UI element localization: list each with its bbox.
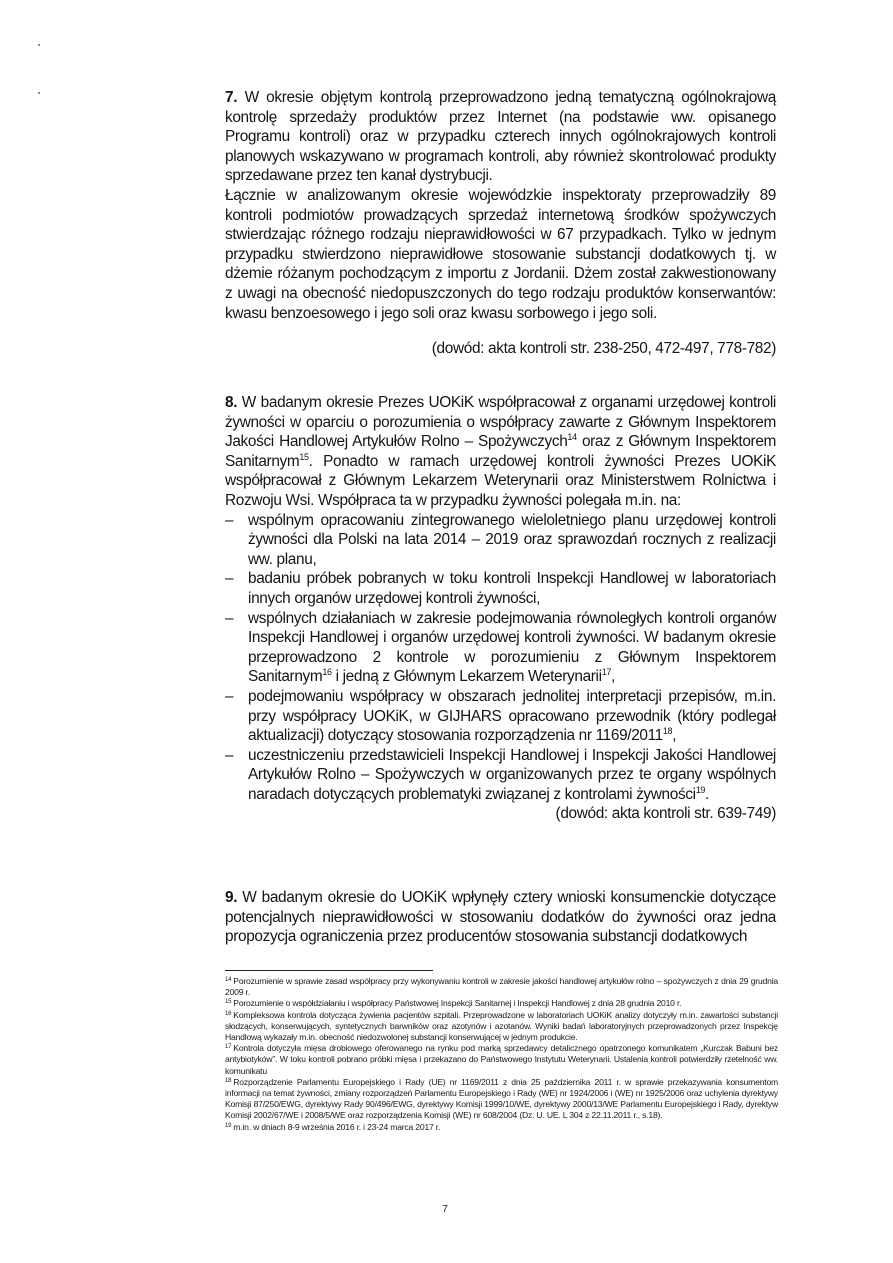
- paragraph-text: oraz z Głównym Inspektorem Sanitarnym: [225, 433, 776, 470]
- paragraph-text: W okresie objętym kontrolą przeprowadzono jedną tematyczną ogólnokrajową kontrolę sprzedaży produktów przez Internet (na podstawie ww. opisanego Programu kontroli) oraz w przypadku czterech innych ogólnokrajowych kontroli planowych wskazywano w programach kontroli, aby również skontrolować produkty sprzedawane przez ten kanał dystrybucji.: [225, 89, 776, 185]
- footnote-text: m.in. w dniach 8-9 września 2016 r. i 23-24 marca 2017 r.: [233, 1121, 441, 1132]
- footnote-marker: 15: [225, 999, 232, 1006]
- footnote-text: Kompleksowa kontrola dotycząca żywienia pacjentów szpitali. Przeprowadzone w laboratoriach UOKiK analizy dotyczyły m.in. zawartości substancji słodzących, konserwujących, syntetycznych barwników oraz azotynów i azotanów. Wyniki badań laboratoryjnych przeprowadzonych przez Inspekcję Handlową wykazały m.in. obecność niedozwolonej substancji konserwującej w jednym produkcie.: [225, 1009, 778, 1043]
- footnote-marker: 14: [225, 977, 232, 983]
- footnote-17: [225, 1043, 778, 1077]
- footnote-19: [225, 1122, 778, 1133]
- list-item-text: .: [705, 785, 709, 803]
- footnote-marker: 17: [225, 1044, 232, 1051]
- list-item: – wspólnym opracowaniu zintegrowanego wieloletniego planu urzędowej kontroli żywności dla Polski na lata 2014 – 2019 oraz sprawozdań rocznych z realizacji ww. planu,: [225, 511, 776, 570]
- footnote-ref: 14: [567, 432, 577, 443]
- scan-speck: [38, 92, 40, 94]
- footnote-text: Porozumienie o współdziałaniu i współpracy Państwowej Inspekcji Sanitarnej i Inspekcji Handlowej z dnia 28 grudnia 2010 r.: [233, 998, 682, 1009]
- cooperation-list: [225, 511, 776, 805]
- footnote-ref: 18: [662, 726, 673, 737]
- paragraph-text: . Ponadto w ramach urzędowej kontroli żywności Prezes UOKiK współpracował z Głównym Lekarzem Weterynarii oraz Ministerstwem Rolnictwa i Rozwoju Wsi. Współpraca ta w przypadku żywności polegała m.in. na:: [225, 452, 776, 509]
- footnote-text: Kontrola dotyczyła mięsa drobiowego oferowanego na rynku pod marką sprzedawcy detalicznego opatrzonego komunikatem „Kurczak Babuni bez antybiotyków”. W toku kontroli pobrano próbki mięsa i przekazano do Państwowego Instytutu Weterynarii. Ustalenia kontroli potwierdziły rzetelność ww. komunikatu: [225, 1043, 778, 1076]
- evidence-citation: (dowód: akta kontroli str. 639-749): [555, 805, 776, 823]
- scan-speck: [38, 44, 40, 46]
- paragraph-8-intro: [225, 393, 776, 511]
- paragraph-number: 8.: [225, 394, 238, 411]
- list-item-text: ,: [611, 668, 615, 686]
- footnote-marker: 16: [225, 1010, 232, 1017]
- footnote-ref: 16: [322, 667, 332, 678]
- paragraph-7-part-1: [225, 88, 776, 186]
- list-item-text: i jedną z Głównym Lekarzem Weterynarii: [331, 668, 602, 686]
- evidence-citation: (dowód: akta kontroli str. 238-250, 472-497, 778-782): [431, 340, 776, 358]
- paragraph-text: W badanym okresie Prezes UOKiK współpracował z organami urzędowej kontroli żywności w oparciu o porozumienia o współpracy zawarte z Głównym Inspektorem Jakości Handlowej Artykułów Rolno – Spożywczych: [225, 394, 776, 451]
- paragraph-7-part-2: Łącznie w analizowanym okresie wojewódzkie inspektoraty przeprowadziły 89 kontroli podmiotów prowadzących sprzedaż internetową środków spożywczych stwierdzając różnego rodzaju nieprawidłowości w 67 przypadkach. Tylko w jednym przypadku stwierdzono nieprawidłowe stosowanie substancji dodatkowych tj. w dżemie różanym pochodzącym z importu z Jordanii. Dżem został zakwestionowany z uwagi na obecność niedopuszczonych do tego rodzaju produktów konserwantów: kwasu benzoesowego i jego soli oraz kwasu sorbowego i jego soli.: [225, 186, 776, 322]
- paragraph-number: 9.: [225, 889, 238, 906]
- footnote-marker: 19: [225, 1122, 232, 1129]
- paragraph-8: [225, 393, 776, 824]
- footnote-ref: 19: [695, 784, 706, 795]
- footnote-divider: [225, 970, 433, 971]
- page-number: 7: [442, 1203, 448, 1215]
- footnotes: [225, 976, 778, 1133]
- footnote-marker: 18: [225, 1077, 232, 1084]
- footnote-18: [225, 1077, 778, 1122]
- paragraph-9-text: [225, 888, 776, 947]
- paragraph-number: 7.: [225, 89, 238, 106]
- list-item-text: wspólnych działaniach w zakresie podejmowania równoległych kontroli organów Inspekcji Handlowej i organów urzędowej kontroli żywności. W badanym okresie przeprowadzono 2 kontrole w porozumieniu z Głównym Inspektorem Sanitarnym: [248, 609, 776, 686]
- list-item-text: podejmowaniu współpracy w obszarach jednolitej interpretacji przepisów, m.in. przy współpracy UOKiK, w GIJHARS opracowano przewodnik (który podlegał aktualizacji) dotyczący stosowania rozporządzenia nr 1169/2011: [248, 687, 776, 745]
- footnote-text: Rozporządzenie Parlamentu Europejskiego i Rady (UE) nr 1169/2011 z dnia 25 października 2011 r. w sprawie przekazywania konsumentom informacji na temat żywności, zmiany rozporządzeń Parlamentu Europejskiego i Rady (WE) nr 1924/2006 i (WE) nr 1925/2006 oraz uchylenia dyrektywy Komisji 87/250/EWG, dyrektywy Rady 90/496/EWG, dyrektywy Komisji 1999/10/WE, dyrektywy 2000/13/WE Parlamentu Europejskiego i Rady, dyrektyw Komisji 2002/67/WE i 2008/5/WE oraz rozporządzenia Komisji (WE) nr 608/2004 (Dz. U. UE. L 304 z 22.11.2011 r., s.18).: [225, 1076, 778, 1121]
- footnote-16: [225, 1010, 778, 1044]
- paragraph-9: [225, 888, 776, 947]
- footnote-15: [225, 998, 778, 1009]
- footnote-text: Porozumienie w sprawie zasad współpracy przy wykonywaniu kontroli w zakresie jakości handlowej artykułów rolno – spożywczych z dnia 29 grudnia 2009 r.: [225, 976, 778, 998]
- footnote-14: [225, 976, 778, 998]
- list-item-text: uczestniczeniu przedstawicieli Inspekcji Handlowej i Inspekcji Jakości Handlowej Artykułów Rolno – Spożywczych w organizowanych przez te organy wspólnych naradach dotyczących problematyki związanej z kontrolami żywności: [248, 746, 776, 803]
- paragraph-text: W badanym okresie do UOKiK wpłynęły cztery wnioski konsumenckie dotyczące potencjalnych nieprawidłowości w stosowaniu dodatków do żywności oraz jedna propozycja ograniczenia przez producentów stosowania substancji dodatkowych: [225, 889, 776, 946]
- footnote-ref: 17: [601, 667, 612, 678]
- paragraph-7: [225, 88, 776, 359]
- list-item: [225, 687, 776, 746]
- footnote-ref: 15: [299, 451, 309, 462]
- list-item: [225, 609, 776, 687]
- list-item-text: ,: [672, 727, 677, 745]
- list-item: [225, 746, 776, 805]
- list-item: – badaniu próbek pobranych w toku kontroli Inspekcji Handlowej w laboratoriach innych organów urzędowej kontroli żywności,: [225, 569, 776, 608]
